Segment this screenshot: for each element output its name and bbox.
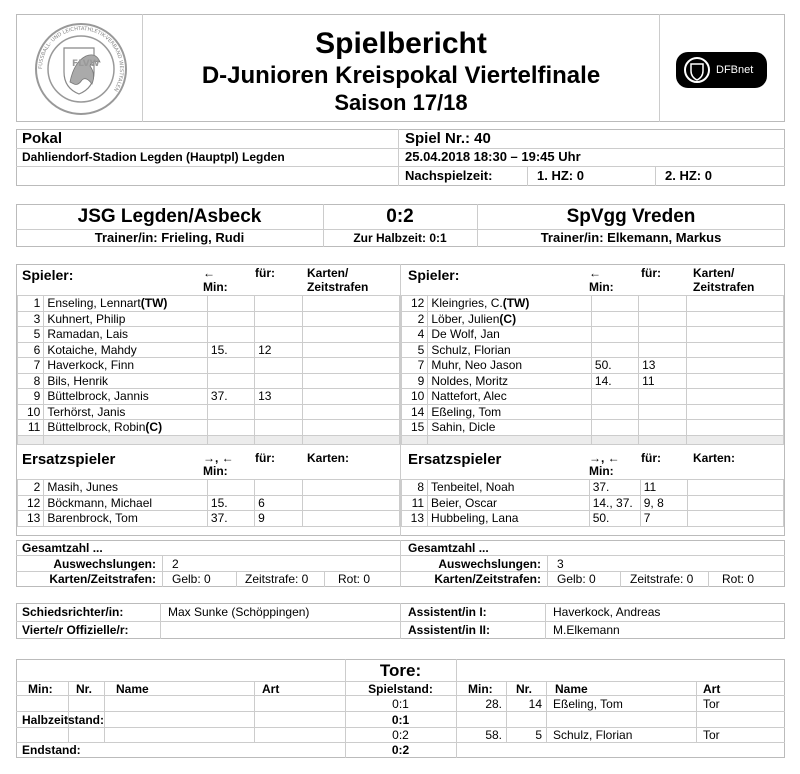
sub-minute (591, 327, 638, 343)
player-row (402, 404, 784, 420)
home-total-label: Gesamtzahl ... (22, 541, 103, 555)
player-row (402, 327, 784, 343)
player-number: 12 (402, 296, 428, 312)
away-subs-fuer: für: (641, 451, 661, 465)
player-name-cell (428, 296, 592, 312)
player-name: Nattefort, Alec (431, 389, 507, 404)
player-row (402, 389, 784, 405)
home-subs-cards: Karten: (307, 451, 350, 465)
player-name: Terhörst, Janis (47, 404, 126, 419)
match-datetime: 25.04.2018 18:30 – 19:45 Uhr (405, 149, 581, 164)
player-number: 8 (402, 480, 428, 496)
player-row (402, 511, 784, 527)
away-goal-nr-header: Nr. (516, 682, 533, 696)
player-name-cell (428, 495, 590, 511)
player-name-cell (44, 296, 208, 312)
sub-for (639, 327, 687, 343)
away-rot: Rot: 0 (722, 572, 755, 586)
cards-cell (688, 480, 784, 496)
endstand-value: 0:2 (391, 743, 410, 757)
player-name-cell (44, 420, 208, 436)
goal-1-min: 28. (485, 697, 502, 711)
player-name: Ramadan, Lais (47, 327, 129, 342)
player-row (18, 358, 400, 374)
player-name: De Wolf, Jan (431, 327, 500, 342)
player-name: Tenbeitel, Noah (431, 480, 515, 495)
player-name: Löber, Julien (431, 311, 500, 326)
away-subs-cards: Karten: (693, 451, 736, 465)
sub-for (639, 420, 687, 436)
sub-for: 11 (640, 480, 688, 496)
cards-cell (303, 373, 400, 389)
player-row (18, 296, 400, 312)
player-name: Barenbrock, Tom (47, 511, 138, 526)
away-zeitstrafe: Zeitstrafe: 0 (630, 572, 694, 586)
fourth-official-label: Vierte/r Offizielle/r: (22, 623, 129, 637)
blank-row (18, 435, 400, 444)
away-players-heading: Spieler: (408, 267, 460, 283)
player-number: 7 (18, 358, 44, 374)
sub-for (639, 311, 687, 327)
sub-minute (207, 404, 254, 420)
goal-1-art: Tor (703, 697, 720, 711)
cards-cell (303, 420, 400, 436)
player-name: Enseling, Lennart (47, 296, 141, 311)
sub-minute: 15. (207, 342, 254, 358)
sub-for (639, 296, 687, 312)
halbzeitstand-value: 0:1 (391, 713, 410, 727)
player-row (18, 373, 400, 389)
player-number: 13 (402, 511, 428, 527)
away-min-label: Min: (589, 280, 614, 294)
player-name-cell (428, 511, 590, 527)
sub-for: 7 (640, 511, 688, 527)
player-name: Kleingries, C. (431, 296, 503, 311)
home-rot: Rot: 0 (338, 572, 371, 586)
player-name: Böckmann, Michael (47, 495, 153, 510)
away-gelb: Gelb: 0 (557, 572, 596, 586)
sub-for: 6 (255, 495, 303, 511)
player-name: Muhr, Neo Jason (431, 358, 523, 373)
sub-minute (591, 342, 638, 358)
cards-cell (303, 389, 400, 405)
cards-cell (303, 327, 400, 343)
sub-for: 9, 8 (640, 495, 688, 511)
away-cards-label-2: Zeitstrafen (693, 280, 755, 294)
nachspielzeit-label: Nachspielzeit: (405, 168, 493, 183)
sub-minute (207, 420, 254, 436)
home-subs-heading: Ersatzspieler (22, 451, 116, 468)
cards-cell (687, 296, 784, 312)
goal-2-name: Schulz, Florian (553, 728, 633, 742)
goal-1-stand: 0:1 (392, 697, 409, 711)
assistant1-name: Haverkock, Andreas (553, 605, 661, 619)
cards-cell (303, 296, 400, 312)
player-role-tag: (C) (499, 311, 517, 326)
player-number: 4 (402, 327, 428, 343)
cards-cell (687, 420, 784, 436)
away-goal-min-header: Min: (468, 682, 493, 696)
flvw-logo (34, 22, 128, 116)
logo-letters: FLVW (72, 59, 100, 69)
goals-heading: Tore: (379, 661, 422, 680)
away-auswechslungen-label: Auswechslungen: (438, 557, 541, 571)
player-row (402, 358, 784, 374)
cards-cell (303, 311, 400, 327)
cards-cell (687, 389, 784, 405)
sub-minute (591, 404, 638, 420)
player-number: 5 (402, 342, 428, 358)
sub-minute (591, 296, 638, 312)
second-half-extra: 2. HZ: 0 (665, 168, 712, 183)
player-role-tag: (TW) (140, 296, 168, 311)
assistant2-label: Assistent/in II: (408, 623, 491, 637)
player-name: Bils, Henrik (47, 373, 109, 388)
player-number: 8 (18, 373, 44, 389)
goal-2-stand: 0:2 (392, 728, 409, 742)
player-number: 14 (402, 404, 428, 420)
away-goal-name-header: Name (555, 682, 588, 696)
away-cards-label-1: Karten/ (693, 266, 735, 280)
sub-for (255, 327, 303, 343)
sub-minute: 37. (589, 480, 640, 496)
goal-2-min: 58. (485, 728, 502, 742)
goal-2-nr: 5 (535, 728, 542, 742)
home-subs-table (17, 479, 400, 527)
home-arrow: ← (203, 266, 215, 280)
sub-for (639, 404, 687, 420)
player-number: 12 (18, 495, 44, 511)
sub-minute (207, 358, 254, 374)
assistant2-name: M.Elkemann (553, 623, 620, 637)
player-name: Schulz, Florian (431, 342, 511, 357)
player-name-cell (428, 480, 590, 496)
player-row (18, 311, 400, 327)
cards-cell (303, 495, 400, 511)
player-name: Büttelbrock, Robin (47, 420, 146, 435)
cards-cell (687, 342, 784, 358)
game-number: Spiel Nr.: 40 (405, 130, 491, 147)
sub-for (639, 342, 687, 358)
player-name-cell (428, 358, 592, 374)
sub-for: 13 (255, 389, 303, 405)
player-number: 2 (402, 311, 428, 327)
player-row (402, 311, 784, 327)
player-role-tag: (TW) (502, 296, 530, 311)
halftime-result: Zur Halbzeit: 0:1 (353, 231, 447, 245)
player-number: 9 (402, 373, 428, 389)
player-name: Kuhnert, Philip (47, 311, 126, 326)
player-number: 11 (402, 495, 428, 511)
cards-cell (687, 327, 784, 343)
player-name: Haverkock, Finn (47, 358, 135, 373)
sub-minute: 50. (591, 358, 638, 374)
sub-minute (591, 311, 638, 327)
cards-cell (688, 511, 784, 527)
sub-for (255, 358, 303, 374)
player-name-cell (428, 373, 592, 389)
player-number: 13 (18, 511, 44, 527)
sub-minute (207, 327, 254, 343)
goal-2-art: Tor (703, 728, 720, 742)
away-trainer: Trainer/in: Elkemann, Markus (540, 230, 722, 245)
cards-cell (688, 495, 784, 511)
competition-label: Pokal (22, 130, 63, 147)
sub-minute: 15. (207, 495, 254, 511)
home-goal-name-header: Name (116, 682, 149, 696)
player-name-cell (428, 420, 592, 436)
sub-minute (591, 420, 638, 436)
player-name-cell (428, 327, 592, 343)
final-result: 0:2 (386, 206, 414, 227)
sub-minute (207, 373, 254, 389)
home-cards-total-label: Karten/Zeitstrafen: (49, 572, 156, 586)
player-number: 11 (18, 420, 44, 436)
player-row (18, 404, 400, 420)
venue: Dahliendorf-Stadion Legden (Hauptpl) Legden (22, 150, 285, 164)
halbzeitstand-label: Halbzeitstand: (22, 713, 105, 727)
sub-minute (207, 311, 254, 327)
player-name-cell (44, 342, 208, 358)
player-number: 6 (18, 342, 44, 358)
player-name-cell (44, 404, 208, 420)
referee-label: Schiedsrichter/in: (22, 605, 124, 619)
player-name: Noldes, Moritz (431, 373, 509, 388)
dfbnet-logo (676, 52, 767, 88)
sub-for: 11 (639, 373, 687, 389)
sub-minute (207, 296, 254, 312)
home-cards-label-2: Zeitstrafen (307, 280, 369, 294)
player-number: 15 (402, 420, 428, 436)
sub-for (639, 389, 687, 405)
away-subs-table (401, 479, 784, 527)
home-auswechslungen: 2 (172, 557, 179, 571)
away-subs-arrows: →, ← (589, 451, 620, 465)
blank-row (402, 435, 784, 444)
goal-1-nr: 14 (528, 697, 542, 711)
player-name: Büttelbrock, Jannis (47, 389, 149, 404)
away-subs-heading: Ersatzspieler (408, 451, 502, 468)
sub-for: 9 (255, 511, 303, 527)
home-fuer-label: für: (255, 266, 275, 280)
player-number: 1 (18, 296, 44, 312)
home-team: JSG Legden/Asbeck (77, 206, 262, 227)
home-players-table (17, 295, 400, 445)
player-number: 7 (402, 358, 428, 374)
cards-cell (687, 358, 784, 374)
spielstand-header: Spielstand: (368, 682, 433, 696)
sub-for: 12 (255, 342, 303, 358)
away-team: SpVgg Vreden (566, 206, 696, 227)
home-trainer: Trainer/in: Frieling, Rudi (94, 230, 245, 245)
cards-cell (687, 373, 784, 389)
sub-minute (207, 480, 254, 496)
player-row (18, 389, 400, 405)
sub-for (255, 296, 303, 312)
away-cards-total-label: Karten/Zeitstrafen: (434, 572, 541, 586)
player-role-tag: (C) (145, 420, 163, 435)
home-players-heading: Spieler: (22, 267, 74, 283)
sub-minute: 14., 37. (589, 495, 640, 511)
player-number: 2 (18, 480, 44, 496)
sub-for (255, 311, 303, 327)
player-row (18, 495, 400, 511)
player-row (18, 420, 400, 436)
player-row (18, 327, 400, 343)
cards-cell (303, 358, 400, 374)
referee-name: Max Sunke (Schöppingen) (168, 605, 310, 619)
sub-minute (591, 389, 638, 405)
dfbnet-label: DFBnet (716, 64, 754, 76)
sub-for (255, 373, 303, 389)
player-name-cell (428, 342, 592, 358)
goal-1-name: Eßeling, Tom (553, 697, 623, 711)
home-subs-min: Min: (203, 464, 228, 478)
sub-for: 13 (639, 358, 687, 374)
dfb-emblem-icon (682, 55, 712, 85)
player-row (18, 480, 400, 496)
player-row (402, 373, 784, 389)
home-subs-arrows: →, ← (203, 451, 234, 465)
player-name-cell (428, 389, 592, 405)
away-subs-min: Min: (589, 464, 614, 478)
away-players-table (401, 295, 784, 445)
sub-minute: 50. (589, 511, 640, 527)
report-title: Spielbericht (315, 27, 487, 60)
home-subs-fuer: für: (255, 451, 275, 465)
player-row (402, 420, 784, 436)
player-row (402, 296, 784, 312)
cards-cell (303, 404, 400, 420)
player-name: Kotaiche, Mahdy (47, 342, 137, 357)
cards-cell (303, 342, 400, 358)
away-auswechslungen: 3 (557, 557, 564, 571)
cards-cell (303, 511, 400, 527)
sub-for (255, 420, 303, 436)
sub-minute: 37. (207, 389, 254, 405)
away-fuer-label: für: (641, 266, 661, 280)
player-name-cell (44, 327, 208, 343)
player-name: Masih, Junes (47, 480, 119, 495)
first-half-extra: 1. HZ: 0 (537, 168, 584, 183)
report-subtitle: D-Junioren Kreispokal Viertelfinale (201, 62, 601, 89)
logo-ring-text: FUSSBALL- UND LEICHTATHLETIK-VERBAND WESTFALEN (37, 25, 125, 93)
player-name-cell (44, 389, 208, 405)
home-auswechslungen-label: Auswechslungen: (53, 557, 156, 571)
home-goal-art-header: Art (262, 682, 280, 696)
player-name-cell (44, 511, 208, 527)
sub-minute: 14. (591, 373, 638, 389)
player-name-cell (428, 404, 592, 420)
sub-minute: 37. (207, 511, 254, 527)
home-gelb: Gelb: 0 (172, 572, 211, 586)
player-row (18, 511, 400, 527)
player-name-cell (44, 358, 208, 374)
player-row (402, 480, 784, 496)
home-goal-nr-header: Nr. (76, 682, 93, 696)
home-min-label: Min: (203, 280, 228, 294)
assistant1-label: Assistent/in I: (408, 605, 487, 619)
player-name-cell (428, 311, 592, 327)
endstand-label: Endstand: (22, 743, 81, 757)
away-arrow: ← (589, 266, 601, 280)
player-name-cell (44, 373, 208, 389)
player-number: 10 (18, 404, 44, 420)
away-goal-art-header: Art (703, 682, 721, 696)
home-goal-min-header: Min: (28, 682, 53, 696)
cards-cell (687, 404, 784, 420)
player-name: Beier, Oscar (431, 495, 498, 510)
player-row (402, 495, 784, 511)
player-row (18, 342, 400, 358)
away-total-label: Gesamtzahl ... (408, 541, 489, 555)
player-number: 10 (402, 389, 428, 405)
sub-for (255, 404, 303, 420)
player-name-cell (44, 311, 208, 327)
cards-cell (303, 480, 400, 496)
player-name: Eßeling, Tom (431, 404, 502, 419)
player-name-cell (44, 495, 208, 511)
player-name: Sahin, Dicle (431, 420, 496, 435)
player-name: Hubbeling, Lana (431, 511, 519, 526)
player-number: 5 (18, 327, 44, 343)
cards-cell (687, 311, 784, 327)
player-name-cell (44, 480, 208, 496)
player-row (402, 342, 784, 358)
sub-for (255, 480, 303, 496)
home-cards-label-1: Karten/ (307, 266, 349, 280)
player-number: 9 (18, 389, 44, 405)
player-number: 3 (18, 311, 44, 327)
report-season: Saison 17/18 (334, 90, 468, 115)
home-zeitstrafe: Zeitstrafe: 0 (245, 572, 309, 586)
